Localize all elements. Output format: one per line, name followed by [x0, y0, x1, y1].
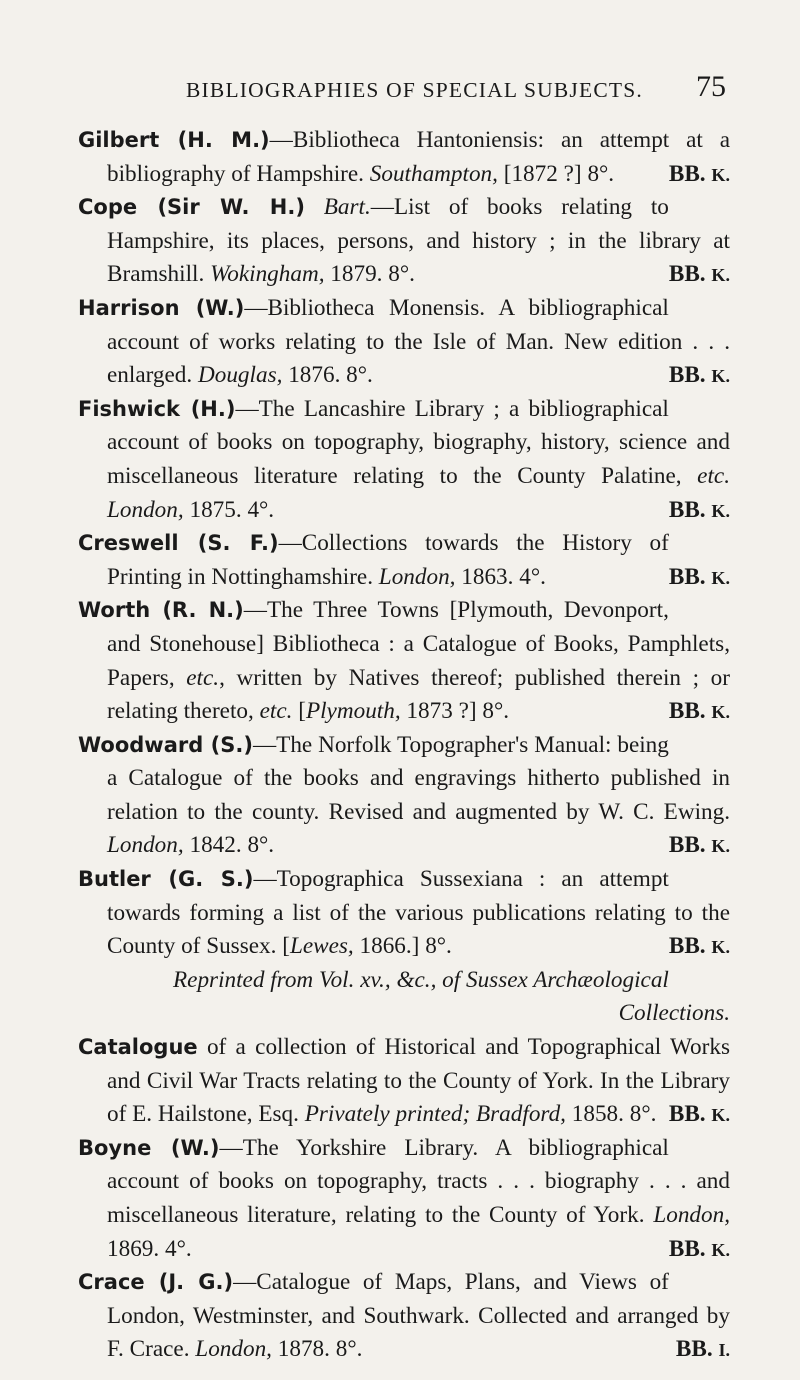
entry-text: —Topographica Sussexiana : an attempt towards forming a list of the various publications relating to the County of Sussex. [ [107, 866, 730, 960]
entry-author: Butler (G. S.) [78, 867, 254, 892]
entry-text: —The Yorkshire Library. A bibliographical account of books on topography, tracts . . . biography . . . and miscellaneous literature, relating to the County of York. [107, 1134, 730, 1228]
bibliography-entry [78, 1132, 730, 1266]
entry-imprint: 1869. 4°. [107, 1235, 192, 1262]
entry-place: Lewes, [289, 933, 354, 960]
entry-title-suffix: Bart. [323, 194, 371, 221]
entry-author: Worth (R. N.) [78, 598, 244, 623]
entry-imprint: [1872 ?] 8°. [497, 160, 615, 187]
bibliography-entry [78, 863, 730, 964]
entry-author: Creswell (S. F.) [78, 531, 279, 556]
entry-text: —Bibliotheca Hantoniensis: an attempt at a bibliography of Hampshire. [107, 127, 730, 187]
entry-place: Douglas, [198, 362, 283, 389]
shelf-mark: BB. K. [668, 832, 730, 859]
entry-imprint: 1863. 4°. [455, 563, 546, 590]
bibliography-entry [78, 1031, 730, 1132]
entry-imprint: 1875. 4°. [183, 496, 275, 523]
entry-author: Cope (Sir W. H.) [78, 195, 305, 220]
entry-text: —The Three Towns [Plymouth, Devonport, and Stonehouse] Bibliotheca : a Catalogue of Books, Pamphlets, Papers, [107, 597, 730, 691]
entry-imprint: 1876. 8°. [282, 362, 373, 389]
entry-imprint: 1858. 8°. [565, 1101, 657, 1128]
entry-imprint: 1878. 8°. [271, 1336, 363, 1363]
shelf-mark: BB. K. [668, 1235, 730, 1262]
bibliography-entry: Worth (R. N.)—The Three Towns [Plymouth, Devonport, and Stonehouse] Bibliotheca : a Catalogue of Books, Pamphlets, Papers, etc., written by Natives thereof; published therein ; or relating thereto, etc. [Plymouth, 1873 ?] 8°. BB. K. [78, 594, 730, 728]
entry-imprint: 1879. 8°. [324, 261, 415, 288]
page-number: 75 [696, 70, 726, 103]
bibliography-entry [78, 292, 730, 393]
bibliography-entry: Fishwick (H.)—The Lancashire Library ; a bibliographical account of books on topography, biography, history, science and miscellaneous literature relating to the County Palatine, etc. London, 1875. 4°. BB. K. [78, 393, 730, 527]
entry-text: —Catalogue of Maps, Plans, and Views of London, Westminster, and Southwark. Collected and arranged by F. Crace. [107, 1269, 730, 1363]
entry-place: Privately printed; Bradford, [304, 1101, 566, 1128]
entry-author: Crace (J. G.) [78, 1270, 234, 1295]
shelf-mark: BB. K. [668, 496, 730, 523]
entry-imprint: 1842. 8°. [183, 832, 275, 859]
entry-author: Harrison (W.) [78, 295, 245, 320]
shelf-mark: BB. I. [675, 1336, 730, 1363]
bibliography-entry [78, 729, 730, 863]
entry-place: Southampton, [369, 160, 498, 187]
entry-author: Boyne (W.) [78, 1135, 220, 1160]
entry-place: London, [195, 1336, 272, 1363]
bibliography-entry [78, 124, 730, 191]
entry-imprint: 1873 ?] 8°. [400, 698, 510, 725]
entry-text: of a collection of Historical and Topographical Works and Civil War Tracts relating to the County of York. In the Library of E. Hailstone, Esq. [107, 1034, 730, 1128]
running-title: BIBLIOGRAPHIES OF SPECIAL SUBJECTS. [186, 78, 643, 102]
bibliography-entry [78, 1266, 730, 1367]
entry-place: London, [107, 496, 184, 523]
shelf-mark: BB. K. [668, 261, 730, 288]
entry-place: Wokingham, [210, 261, 325, 288]
entry-author: Fishwick (H.) [78, 396, 236, 421]
entry-place: London, [107, 832, 184, 859]
entry-author: Catalogue [78, 1035, 198, 1060]
bibliography-entries [78, 124, 730, 1368]
shelf-mark: BB. K. [668, 563, 730, 590]
entry-place: London, [653, 1202, 730, 1228]
entry-author: Gilbert (H. M.) [78, 128, 270, 152]
entry-place: London, [378, 563, 456, 590]
entry-text: —Bibliotheca Monensis. A bibliographical account of works relating to the Isle of Man. New edition . . . enlarged. [107, 294, 730, 389]
shelf-mark: BB. K. [668, 160, 730, 187]
entry-text: —The Norfolk Topographer's Manual: being a Catalogue of the books and engravings hitherto published in relation to the county. Revised and augmented by W. C. Ewing. [107, 731, 730, 825]
shelf-mark: BB. K. [668, 1101, 730, 1128]
entry-author: Woodward (S.) [78, 732, 253, 757]
entry-note: Reprinted from Vol. xv., &c., of Sussex Archæological Collections. [173, 966, 730, 1027]
entry-place: Plymouth, [305, 698, 401, 725]
shelf-mark: BB. K. [668, 698, 730, 725]
entry-text: —Collections towards the History of Printing in Nottinghamshire. [107, 530, 669, 590]
shelf-mark: BB. K. [668, 933, 730, 960]
bibliography-entry [78, 191, 730, 292]
entry-text: —The Lancashire Library ; a bibliographical account of books on topography, biography, history, science and miscellaneous literature relating to the County Palatine, [107, 395, 730, 489]
entry-text: —List of books relating to Hampshire, its places, persons, and history ; in the library at Bramshill. [107, 194, 730, 288]
bibliography-entry [78, 527, 730, 594]
shelf-mark: BB. K. [668, 362, 730, 389]
entry-imprint: 1866.] 8°. [353, 933, 452, 960]
